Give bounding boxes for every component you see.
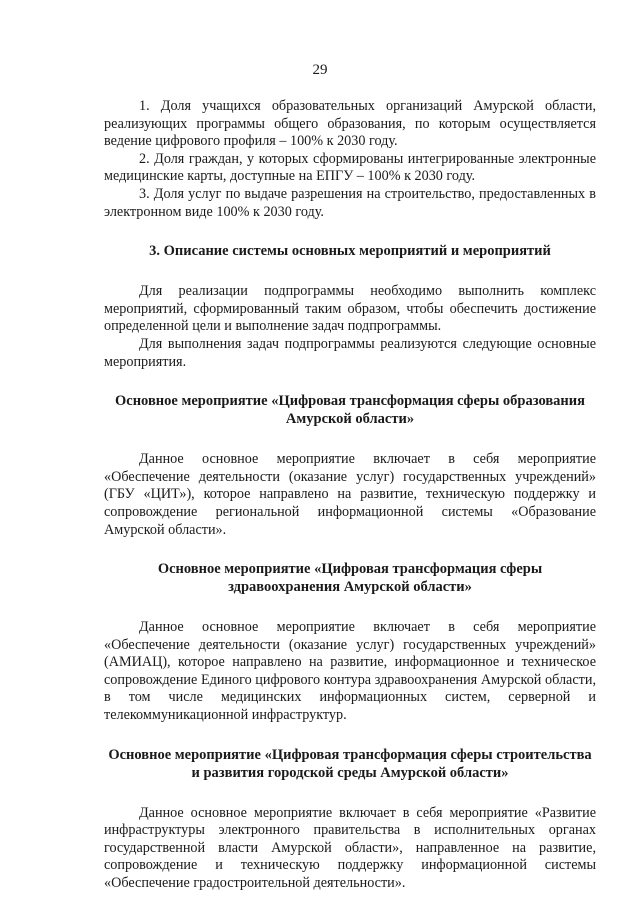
measure-text-healthcare: Данное основное мероприятие включает в себя мероприятие «Обеспечение деятельности (оказание услуг) государственных учреждений» (АМИАЦ), которое направлено на развитие, информационное и техническое сопровождение Единого цифрового контура здравоохранения Амурской области, в том числе медицинских информационных систем, серверной и телекоммуникационной инфраструктур. [104, 619, 596, 724]
measure-heading-construction: Основное мероприятие «Цифровая трансформация сферы строительства и развития городской среды Амурской области» [108, 746, 592, 781]
indicator-1: 1. Доля учащихся образовательных организаций Амурской области, реализующих программы общего образования, по которым осуществляется ведение цифрового профиля – 100% к 2030 году. [104, 98, 596, 150]
indicator-3: 3. Доля услуг по выдаче разрешения на строительство, предоставленных в электронном виде 100% к 2030 году. [104, 185, 596, 220]
section-heading: 3. Описание системы основных мероприятий и мероприятий [149, 243, 551, 260]
measure-heading-healthcare: Основное мероприятие «Цифровая трансформация сферы здравоохранения Амурской области» [157, 561, 543, 596]
page-number: 29 [312, 62, 328, 78]
indicator-2: 2. Доля граждан, у которых сформированы интегрированные электронные медицинские карты, доступные на ЕПГУ – 100% к 2030 году. [104, 150, 596, 185]
measure-text-education: Данное основное мероприятие включает в себя мероприятие «Обеспечение деятельности (оказание услуг) государственных учреждений» (ГБУ «ЦИТ»), которое направлено на развитие, техническую поддержку и сопровождение региональной информационной системы «Образование Амурской области». [104, 451, 596, 538]
measure-heading-education: Основное мероприятие «Цифровая трансформация сферы образования Амурской области» [114, 393, 585, 428]
section-paragraph-2: Для выполнения задач подпрограммы реализуются следующие основные мероприятия. [104, 335, 596, 370]
measure-text-construction: Данное основное мероприятие включает в себя мероприятие «Развитие инфраструктуры электронного правительства в исполнительных органах государственной власти Амурской области», направленное на развитие, сопровождение и техническую поддержку информационной системы «Обеспечение градостроительной деятельности». [104, 804, 596, 892]
page-content [104, 98, 596, 893]
section-paragraph-1: Для реализации подпрограммы необходимо выполнить комплекс мероприятий, сформированный таким образом, чтобы обеспечить достижение определенной цели и выполнение задач подпрограммы. [104, 283, 596, 335]
